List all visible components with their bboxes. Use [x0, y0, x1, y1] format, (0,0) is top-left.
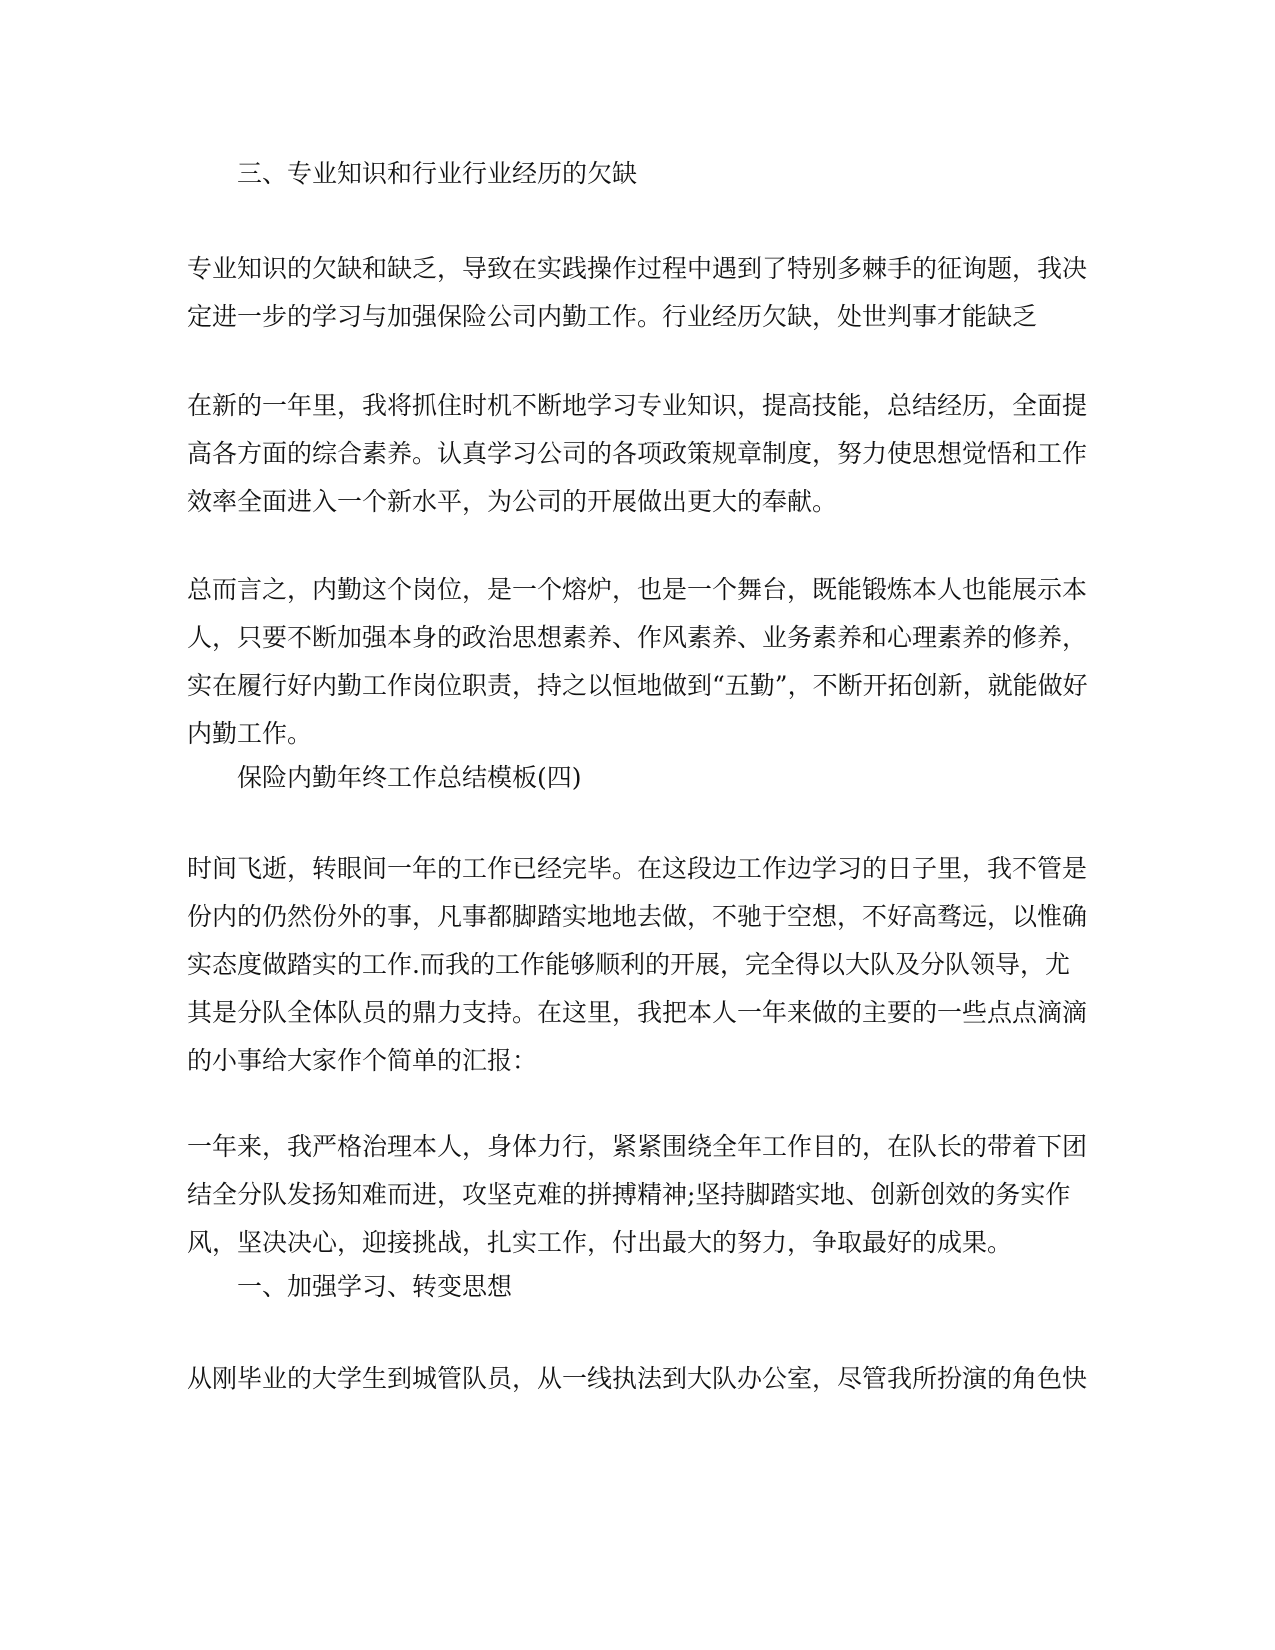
- text-line: 一年来，我严格治理本人，身体力行，紧紧围绕全年工作目的，在队长的带着下团: [187, 1132, 1088, 1161]
- paragraph-1: [187, 245, 1089, 341]
- paragraph-5: [187, 1123, 1089, 1267]
- text-line: 份内的仍然份外的事，凡事都脚踏实地地去做，不驰于空想，不好高骛远，以惟确: [187, 902, 1088, 931]
- text-line: 人，只要不断加强本身的政治思想素养、作风素养、业务素养和心理素养的修养，: [187, 623, 1088, 652]
- text-line: 时间飞逝，转眼间一年的工作已经完毕。在这段边工作边学习的日子里，我不管是: [187, 854, 1088, 883]
- section-heading-3: [237, 150, 1089, 198]
- paragraph-4: [187, 845, 1089, 1085]
- title-text: 保险内勤年终工作总结模板(四): [237, 763, 582, 792]
- text-line: 实态度做踏实的工作.而我的工作能够顺利的开展，完全得以大队及分队领导，尤: [187, 950, 1070, 979]
- text-line: 的小事给大家作个简单的汇报：: [187, 1046, 538, 1075]
- paragraph-2: [187, 382, 1089, 526]
- text-line: 总而言之，内勤这个岗位，是一个熔炉，也是一个舞台，既能锻炼本人也能展示本: [187, 575, 1088, 604]
- heading-text: 三、专业知识和行业行业经历的欠缺: [237, 159, 638, 188]
- text-line: 内勤工作。: [187, 719, 313, 748]
- text-line: 其是分队全体队员的鼎力支持。在这里，我把本人一年来做的主要的一些点点滴滴: [187, 998, 1088, 1027]
- paragraph-3: [187, 566, 1089, 758]
- text-line: 在新的一年里，我将抓住时机不断地学习专业知识，提高技能，总结经历，全面提: [187, 391, 1088, 420]
- section-heading-1: [237, 1263, 1089, 1311]
- heading-text: 一、加强学习、转变思想: [237, 1272, 513, 1301]
- text-line: 从刚毕业的大学生到城管队员，从一线执法到大队办公室，尽管我所扮演的角色快: [187, 1364, 1088, 1393]
- text-line: 效率全面进入一个新水平，为公司的开展做出更大的奉献。: [187, 487, 838, 516]
- text-line: 专业知识的欠缺和缺乏，导致在实践操作过程中遇到了特别多棘手的征询题，我决: [187, 254, 1088, 283]
- paragraph-6: [187, 1355, 1089, 1403]
- text-line: 风，坚决决心，迎接挑战，扎实工作，付出最大的努力，争取最好的成果。: [187, 1228, 1013, 1257]
- text-line: 实在履行好内勤工作岗位职责，持之以恒地做到“五勤”，不断开拓创新，就能做好: [187, 671, 1088, 700]
- text-line: 结全分队发扬知难而进，攻坚克难的拼搏精神;坚持脚踏实地、创新创效的务实作: [187, 1180, 1071, 1209]
- template-title-4: [237, 754, 1089, 802]
- text-line: 定进一步的学习与加强保险公司内勤工作。行业经历欠缺，处世判事才能缺乏: [187, 302, 1038, 331]
- text-line: 高各方面的综合素养。认真学习公司的各项政策规章制度，努力使思想觉悟和工作: [187, 439, 1088, 468]
